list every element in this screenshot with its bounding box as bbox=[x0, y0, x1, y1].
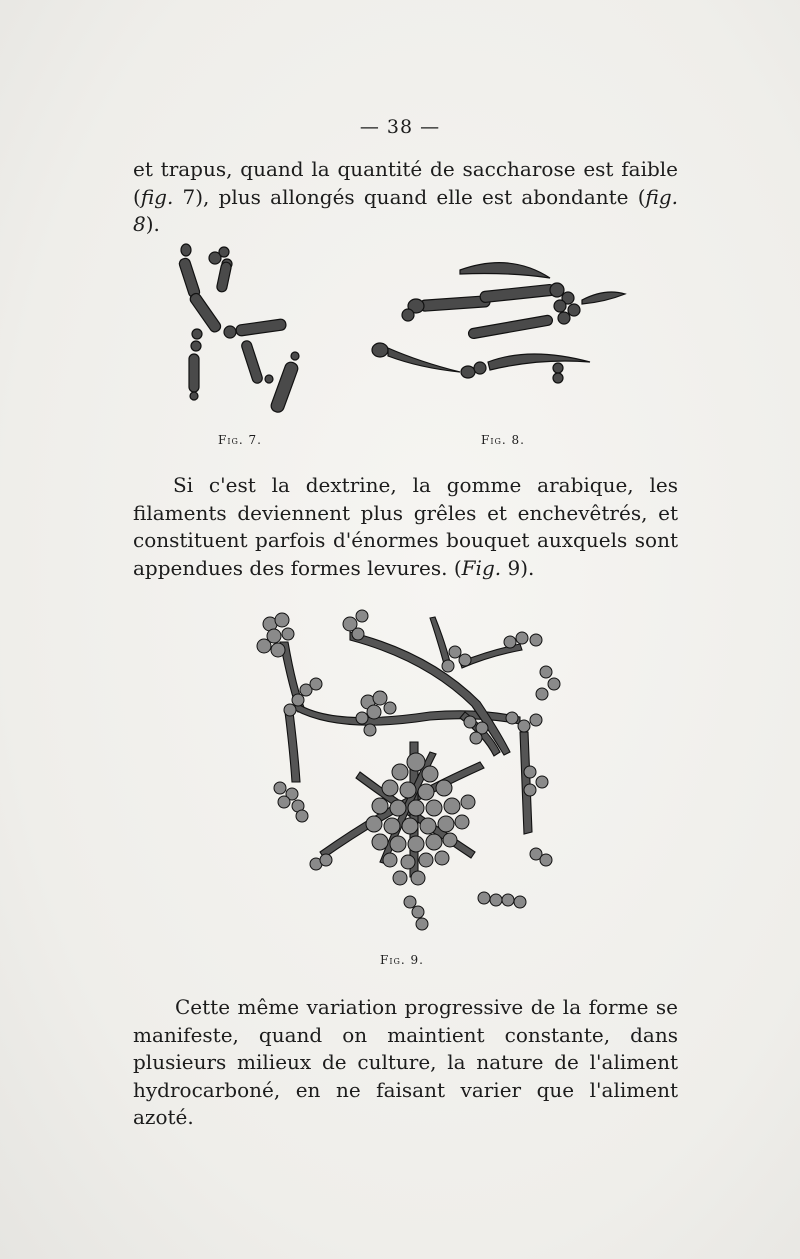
paragraph-3: Cette même variation progressive de la forme se manifeste, quand on maintient constante, dans plusieurs milieux de culture, la nature de l'aliment hydrocarboné, en ne faisant varier que l'aliment azoté. bbox=[133, 995, 678, 1129]
figure-8-caption: Fig. 8. bbox=[481, 433, 525, 447]
figure-8-illustration bbox=[360, 250, 650, 390]
paragraph-2-text-a: Si c'est la dextrine, la gomme arabique, les filaments deviennent plus grêles et enchevêtrés, et constituent parfois d'énormes bouquet auxquels sont appendues des formes levures. ( bbox=[133, 473, 678, 580]
figure-7-caption: Fig. 7. bbox=[218, 433, 262, 447]
paragraph-1-text-b: 7), plus allongés quand elle est abondante ( bbox=[173, 184, 646, 209]
paragraph-1-fig-ref-a: fig. bbox=[140, 184, 174, 209]
paragraph-2-fig-ref: Fig. bbox=[461, 555, 502, 580]
page-number: — 38 — bbox=[359, 116, 441, 138]
paragraph-2-text-b: 9). bbox=[501, 555, 535, 580]
figure-9-illustration bbox=[250, 602, 580, 947]
paragraph-1 bbox=[133, 156, 678, 239]
paragraph-1-text-c: ). bbox=[145, 212, 160, 236]
figure-7-illustration bbox=[172, 236, 312, 421]
paragraph-1-fig-ref-b: fig. 8 bbox=[133, 184, 678, 236]
paragraph-2 bbox=[133, 472, 678, 582]
figure-9-caption: Fig. 9. bbox=[380, 953, 424, 967]
paragraph-1-text-a: et trapus, quand la quantité de saccharose est faible ( bbox=[133, 157, 678, 209]
